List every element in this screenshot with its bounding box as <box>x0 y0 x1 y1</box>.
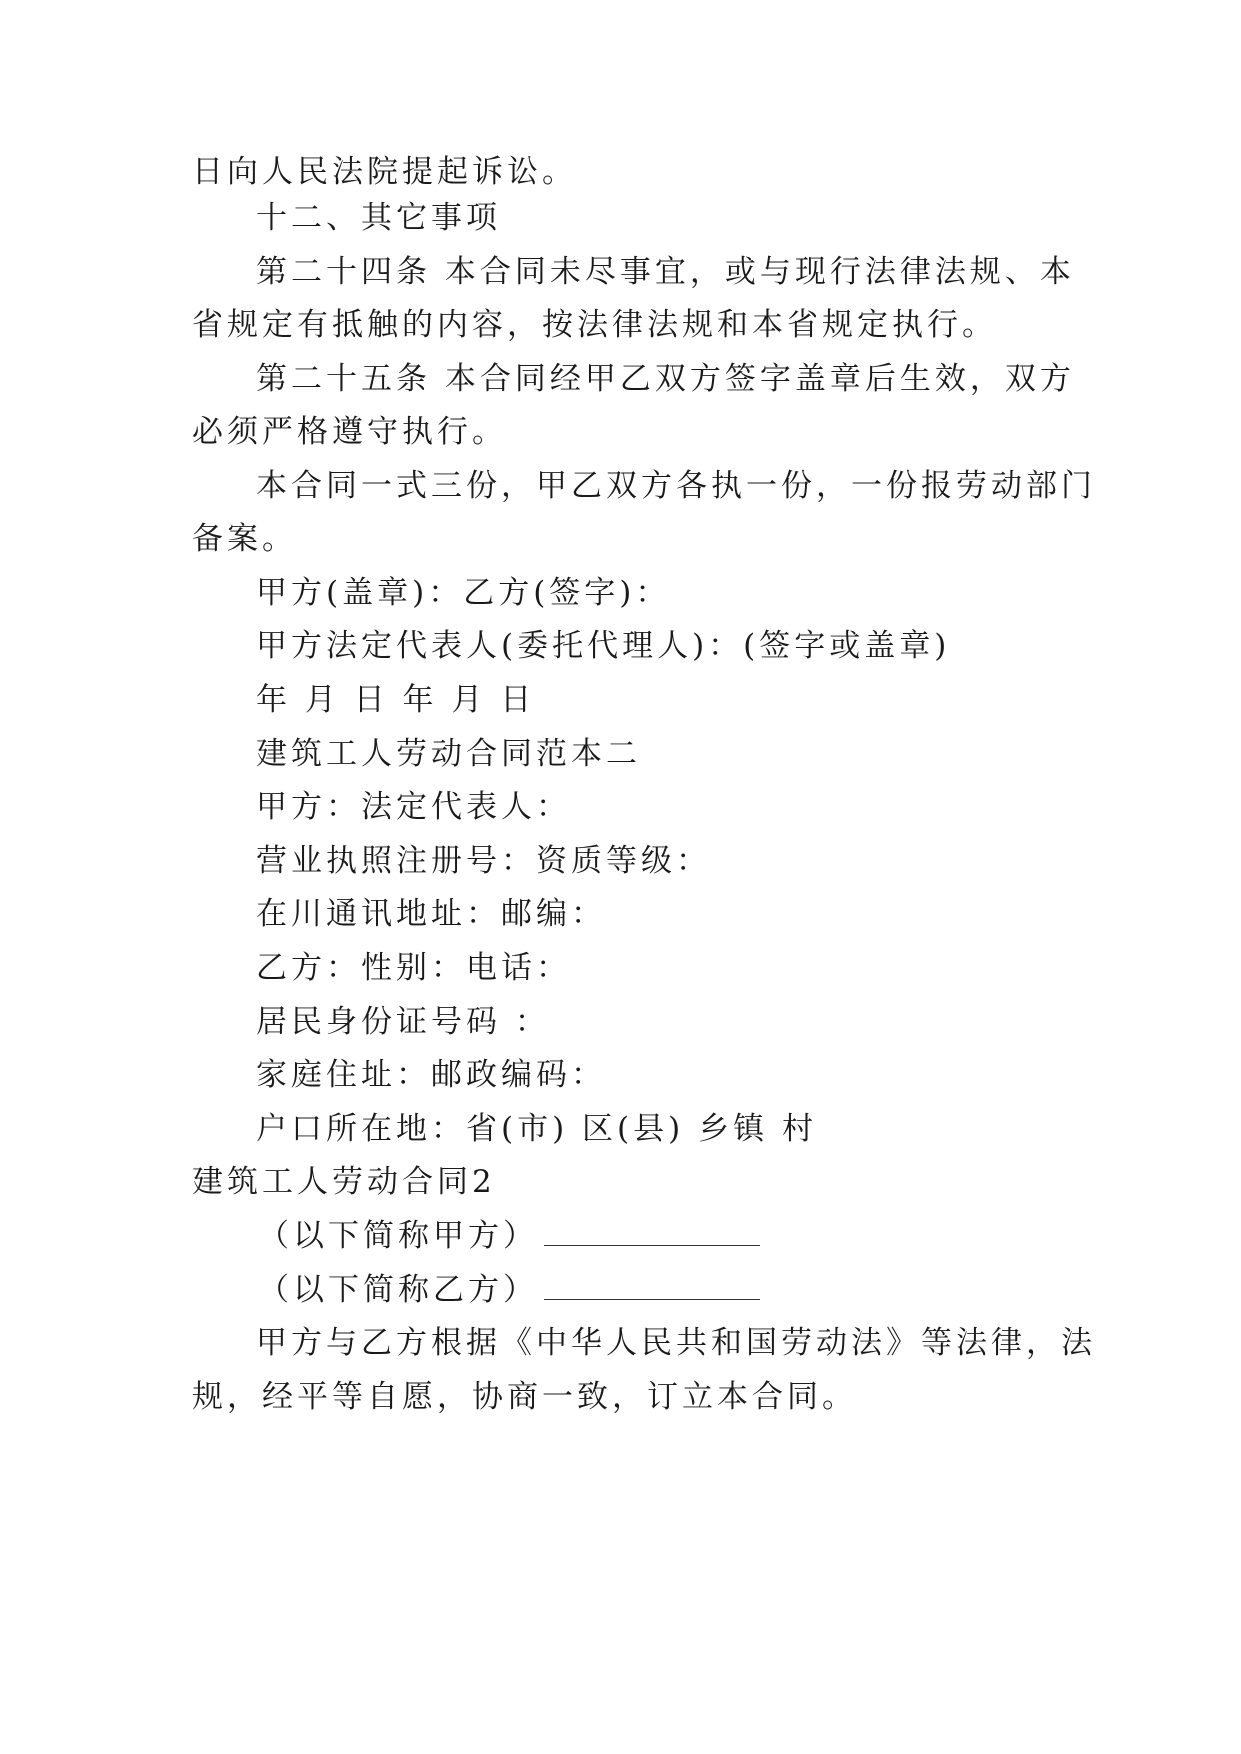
form-field-id-number: 居民身份证号码 ： <box>256 1004 550 1040</box>
clause-article-24: 第二十四条 本合同未尽事宜，或与现行法律法规、本 <box>256 254 1075 290</box>
copies-clause: 本合同一式三份，甲乙双方各执一份，一份报劳动部门 <box>256 468 1096 504</box>
party-a-designation <box>258 1216 1074 1256</box>
text-line: 日向人民法院提起诉讼。 <box>192 154 577 190</box>
form-field-address: 在川通讯地址：邮编： <box>256 896 606 932</box>
form-field-party-b: 乙方：性别：电话： <box>256 950 571 986</box>
representative-line: 甲方法定代表人(委托代理人)：(签字或盖章) <box>256 628 951 664</box>
text-line: 备案。 <box>192 521 297 557</box>
party-a-blank <box>544 1217 760 1246</box>
party-b-blank <box>544 1271 760 1300</box>
text-line: 省规定有抵触的内容，按法律法规和本省规定执行。 <box>192 307 997 343</box>
form-field-home-address: 家庭住址：邮政编码： <box>256 1057 606 1093</box>
form-field-license: 营业执照注册号：资质等级： <box>256 843 711 879</box>
section-heading: 十二、其它事项 <box>256 200 501 236</box>
signature-line: 甲方(盖章)：乙方(签字)： <box>256 575 671 611</box>
preamble-line: 甲方与乙方根据《中华人民共和国劳动法》等法律，法 <box>256 1325 1096 1361</box>
sample-title: 建筑工人劳动合同范本二 <box>256 736 641 772</box>
party-b-designation <box>258 1270 1074 1310</box>
party-a-label: （以下简称甲方） <box>258 1218 538 1254</box>
text-line: 规，经平等自愿，协商一致，订立本合同。 <box>192 1379 857 1415</box>
party-b-label: （以下简称乙方） <box>258 1272 538 1308</box>
contract-title: 建筑工人劳动合同2 <box>192 1164 496 1200</box>
form-field-party-a: 甲方：法定代表人： <box>256 789 571 825</box>
date-line: 年 月 日 年 月 日 <box>256 682 536 718</box>
form-field-household: 户口所在地：省(市) 区(县) 乡镇 村 <box>256 1111 817 1147</box>
text-line: 必须严格遵守执行。 <box>192 414 507 450</box>
clause-article-25: 第二十五条 本合同经甲乙双方签字盖章后生效，双方 <box>256 361 1075 397</box>
